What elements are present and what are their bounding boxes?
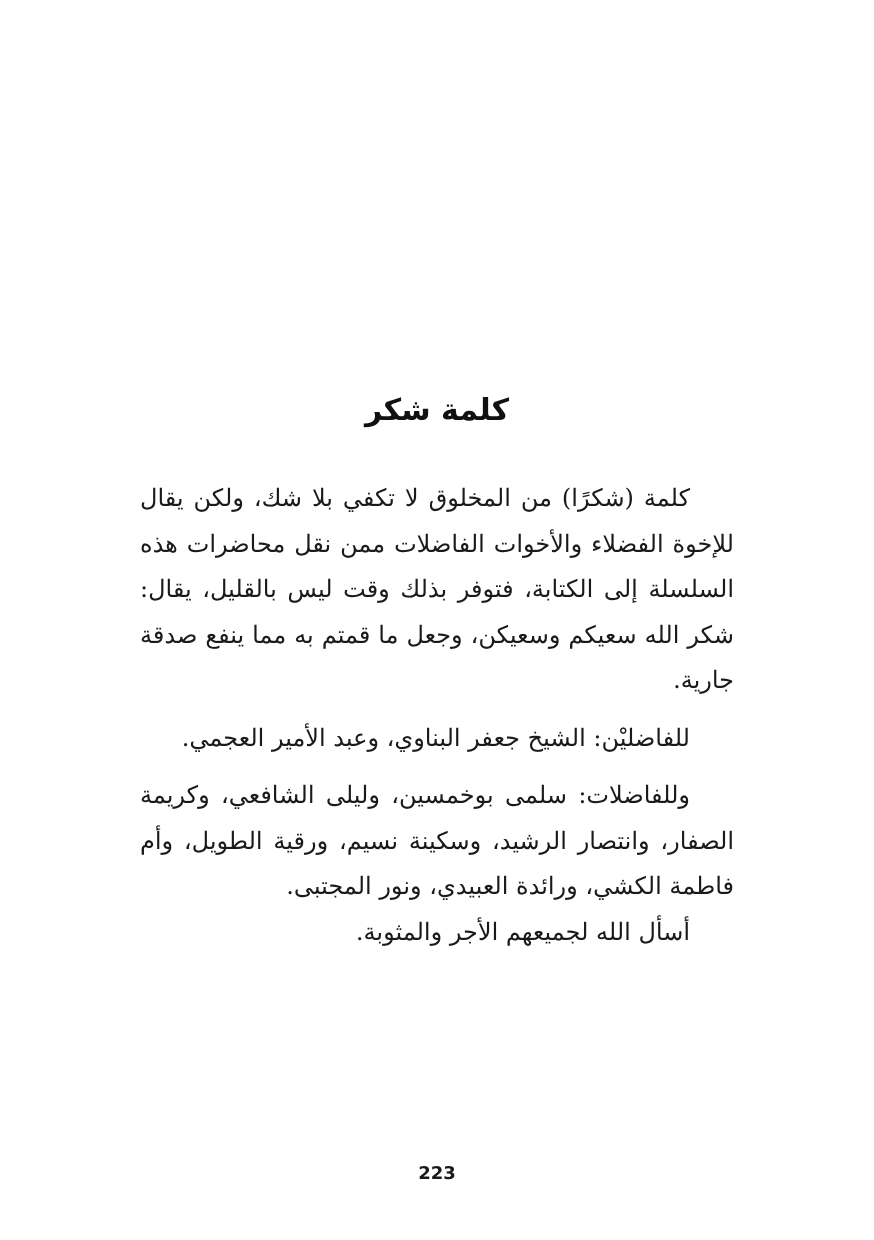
paragraph-brothers: للفاضليْن: الشيخ جعفر البناوي، وعبد الأمير العجمي. [181, 723, 690, 752]
paragraph-closing-prayer: أسأل الله لجميعهم الأجر والمثوبة. [355, 917, 690, 946]
paragraph-sisters: وللفاضلات: سلمى بوخمسين، وليلى الشافعي، وكريمة الصفار، وانتصار الرشيد، وسكينة نسيم، ورقية الطويل، وأم فاطمة الكشي، ورائدة العبيدي، ونور المجتبى. [140, 781, 734, 900]
page-number: 223 [418, 1163, 456, 1184]
page-title: كلمة شكر [364, 393, 510, 428]
paragraph-thanks: كلمة (شكرًا) من المخلوق لا تكفي بلا شك، ولكن يقال للإخوة الفضلاء والأخوات الفاضلات ممن نقل محاضرات هذه السلسلة إلى الكتابة، فتوفر بذلك وقت ليس بالقليل، يقال: شكر الله سعيكم وسعيكن، وجعل ما قمتم به مما ينفع صدقة جارية. [140, 484, 734, 694]
body-text [140, 476, 734, 955]
